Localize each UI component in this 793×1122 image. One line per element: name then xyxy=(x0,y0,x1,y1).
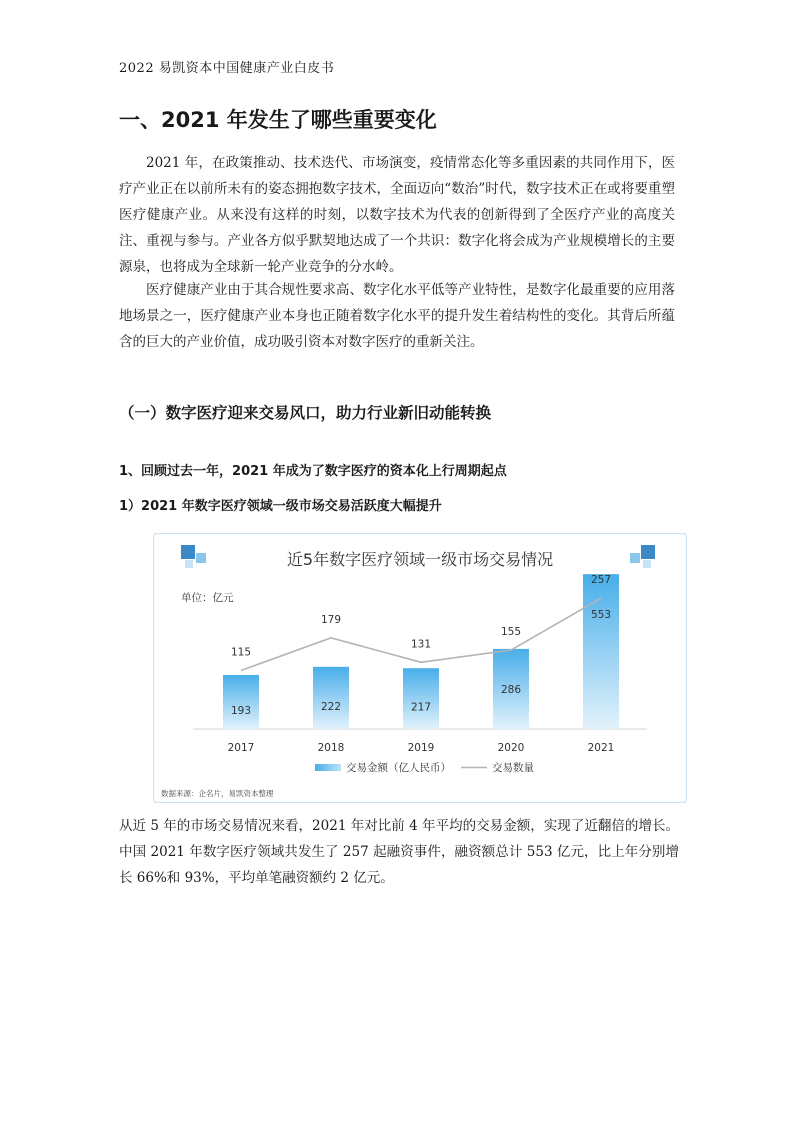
bar-2017 xyxy=(223,675,259,729)
x-tick-label-2020: 2020 xyxy=(497,742,525,754)
point-heading: 1、回顾过去一年，2021 年成为了数字医疗的资本化上行周期起点 xyxy=(119,464,507,479)
chart-source: 数据来源：企名片，易凯资本整理 xyxy=(161,789,274,798)
analysis-paragraph: 从近 5 年的市场交易情况来看，2021 年对比前 4 年平均的交易金额，实现了近翻倍的增长。中国 2021 年数字医疗领域共发生了 257 起融资事件，融资额总计 553 亿元，比上年分别增长 66%和 93%，平均单笔融资额约 2 亿元。 xyxy=(119,818,679,886)
legend-bar-label: 交易金额（亿人民币） xyxy=(346,762,451,774)
subsection-heading: （一）数字医疗迎来交易风口，助力行业新旧动能转换 xyxy=(119,404,492,422)
intro-paragraph-1: 2021 年，在政策推动、技术迭代、市场演变，疫情常态化等多重因素的共同作用下，医疗产业正在以前所未有的姿态拥抱数字技术，全面迈向“数治”时代，数字技术正在或将要重塑医疗健康产业。从来没有这样的时刻，以数字技术为代表的创新得到了全医疗产业的高度关注、重视与参与。产业各方似乎默契地达成了一个共识：数字化将会成为产业规模增长的主要源泉，也将成为全球新一轮产业竞争的分水岭。 xyxy=(119,155,675,275)
intro-paragraph-2: 医疗健康产业由于其合规性要求高、数字化水平低等产业特性，是数字化最重要的应用落地场景之一，医疗健康产业本身也正随着数字化水平的提升发生着结构性的变化。其背后所蕴含的巨大的产业价值，成功吸引资本对数字医疗的重新关注。 xyxy=(119,282,675,350)
chart-title: 近5年数字医疗领域一级市场交易情况 xyxy=(286,550,554,569)
deal-chart xyxy=(153,533,687,803)
x-tick-label-2017: 2017 xyxy=(227,742,255,754)
page-header: 2022 易凯资本中国健康产业白皮书 xyxy=(119,61,335,76)
legend-bar-swatch xyxy=(315,764,341,771)
chart-svg xyxy=(153,533,687,803)
x-tick-label-2021: 2021 xyxy=(587,742,615,754)
chart-unit-label: 单位：亿元 xyxy=(181,592,234,604)
bar-2019 xyxy=(403,668,439,729)
bar-value-label-2020: 286 xyxy=(500,683,522,696)
x-tick-label-2018: 2018 xyxy=(317,742,345,754)
x-tick-label-2019: 2019 xyxy=(407,742,435,754)
bar-value-label-2017: 193 xyxy=(230,704,252,717)
line-value-label-2020: 155 xyxy=(500,626,522,639)
bar-value-label-2019: 217 xyxy=(410,701,432,714)
bar-value-label-2018: 222 xyxy=(320,700,342,713)
subpoint-heading: 1）2021 年数字医疗领域一级市场交易活跃度大幅提升 xyxy=(119,499,442,514)
line-value-label-2021: 257 xyxy=(590,574,612,587)
bar-value-label-2021: 553 xyxy=(590,609,612,622)
line-value-label-2017: 115 xyxy=(230,646,252,659)
line-value-label-2019: 131 xyxy=(410,638,432,651)
line-value-label-2018: 179 xyxy=(320,613,342,626)
bar-2018 xyxy=(313,667,349,729)
bar-2021 xyxy=(583,574,619,729)
legend-line-label: 交易数量 xyxy=(492,762,534,774)
section-heading: 一、2021 年发生了哪些重要变化 xyxy=(119,108,437,132)
